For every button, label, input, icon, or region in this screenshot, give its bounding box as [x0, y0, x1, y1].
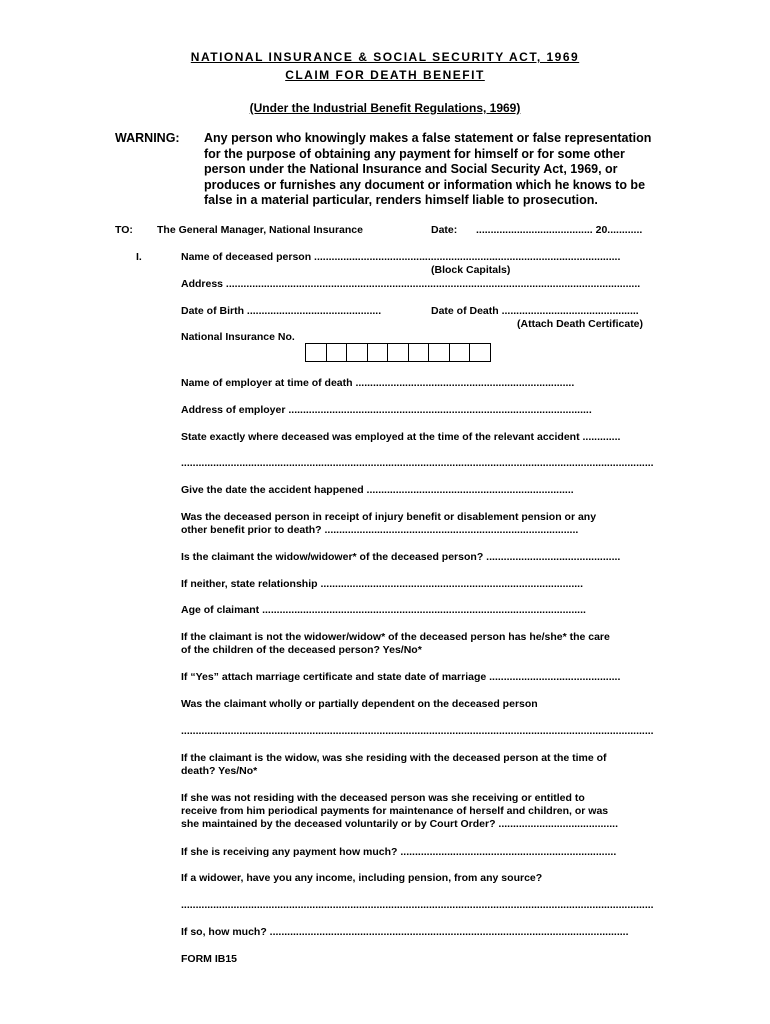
widow-question-field[interactable]: Is the claimant the widow/widower* of the deceased person? .............................................. [181, 551, 621, 563]
ni-digit-box[interactable] [469, 343, 491, 362]
widower-income-question: If a widower, have you any income, including pension, from any source? [181, 872, 543, 884]
warning-label: WARNING: [115, 131, 180, 145]
maintenance-order-field[interactable]: she maintained by the deceased voluntarily or by Court Order? ......................................... [181, 818, 619, 830]
recipient: The General Manager, National Insurance [157, 224, 363, 236]
injury-benefit-question: Was the deceased person in receipt of injury benefit or disablement pension or any [181, 511, 597, 523]
warning-line: false in a material particular, renders himself liable to prosecution. [204, 193, 598, 207]
date-of-birth-field[interactable]: Date of Birth .............................................. [181, 305, 382, 317]
where-employed-blank-line[interactable]: .................................................................................................................................................................. [181, 457, 654, 469]
section-number: I. [136, 251, 142, 263]
relationship-field[interactable]: If neither, state relationship .......................................................................................... [181, 578, 583, 590]
form-title: CLAIM FOR DEATH BENEFIT [285, 68, 485, 82]
ni-digit-box[interactable] [326, 343, 348, 362]
employer-address-field[interactable]: Address of employer ........................................................................................................ [181, 404, 592, 416]
care-children-question: If the claimant is not the widower/widow* of the deceased person has he/she* the care [181, 631, 610, 643]
ni-digit-box[interactable] [428, 343, 450, 362]
act-title: NATIONAL INSURANCE & SOCIAL SECURITY ACT, 1969 [190, 50, 580, 64]
address-field[interactable]: Address .............................................................................................................................................. [181, 278, 641, 290]
injury-benefit-field[interactable]: other benefit prior to death? ....................................................................................... [181, 524, 579, 536]
ni-digit-box[interactable] [449, 343, 471, 362]
date-label: Date: [431, 224, 458, 236]
form-code: FORM IB15 [181, 953, 238, 965]
ni-digit-box[interactable] [367, 343, 389, 362]
ni-digit-box[interactable] [346, 343, 368, 362]
claimant-age-field[interactable]: Age of claimant ............................................................................................................... [181, 604, 586, 616]
warning-text [204, 131, 651, 209]
widower-income-blank-line[interactable]: .................................................................................................................................................................. [181, 899, 654, 911]
block-capitals-note: (Block Capitals) [431, 264, 511, 276]
attach-death-certificate-note: (Attach Death Certificate) [517, 318, 644, 330]
where-employed-field[interactable]: State exactly where deceased was employed at the time of the relevant accident ............. [181, 431, 621, 443]
accident-date-field[interactable]: Give the date the accident happened ....................................................................... [181, 484, 574, 496]
dependency-blank-line[interactable]: .................................................................................................................................................................. [181, 725, 654, 737]
warning-line: produces or furnishes any document or information which he knows to be [204, 177, 646, 192]
date-of-death-field[interactable]: Date of Death ............................................... [431, 305, 639, 317]
payment-amount-field[interactable]: If she is receiving any payment how much? .......................................................................... [181, 846, 617, 858]
warning-line: for the purpose of obtaining any payment for himself or for some other [204, 146, 625, 161]
dependency-question: Was the claimant wholly or partially dependent on the deceased person [181, 698, 538, 710]
not-residing-question-cont: receive from him periodical payments for maintenance of herself and children, or was [181, 805, 609, 817]
care-children-yes-no[interactable]: of the children of the deceased person? Yes/No* [181, 644, 422, 656]
deceased-name-field[interactable]: Name of deceased person ......................................................................................................... [181, 251, 621, 263]
warning-line: person under the National Insurance and Social Security Act, 1969, or [204, 162, 618, 176]
marriage-certificate-field[interactable]: If “Yes” attach marriage certificate and state date of marriage ............................................. [181, 671, 621, 683]
not-residing-question: If she was not residing with the deceased person was she receiving or entitled to [181, 792, 585, 804]
date-field[interactable]: ........................................ 20............ [476, 224, 643, 236]
ni-number-boxes[interactable] [305, 343, 491, 362]
income-amount-field[interactable]: If so, how much? ........................................................................................................................... [181, 926, 629, 938]
regulations-subtitle: (Under the Industrial Benefit Regulations, 1969) [249, 101, 521, 115]
ni-digit-box[interactable] [305, 343, 327, 362]
ni-digit-box[interactable] [387, 343, 409, 362]
ni-digit-box[interactable] [408, 343, 430, 362]
to-label: TO: [115, 224, 133, 236]
ni-number-label: National Insurance No. [181, 331, 295, 343]
residing-yes-no[interactable]: death? Yes/No* [181, 765, 258, 777]
employer-name-field[interactable]: Name of employer at time of death ........................................................................... [181, 377, 575, 389]
warning-line: Any person who knowingly makes a false statement or false representation [204, 131, 652, 145]
residing-question: If the claimant is the widow, was she residing with the deceased person at the time of [181, 752, 607, 764]
